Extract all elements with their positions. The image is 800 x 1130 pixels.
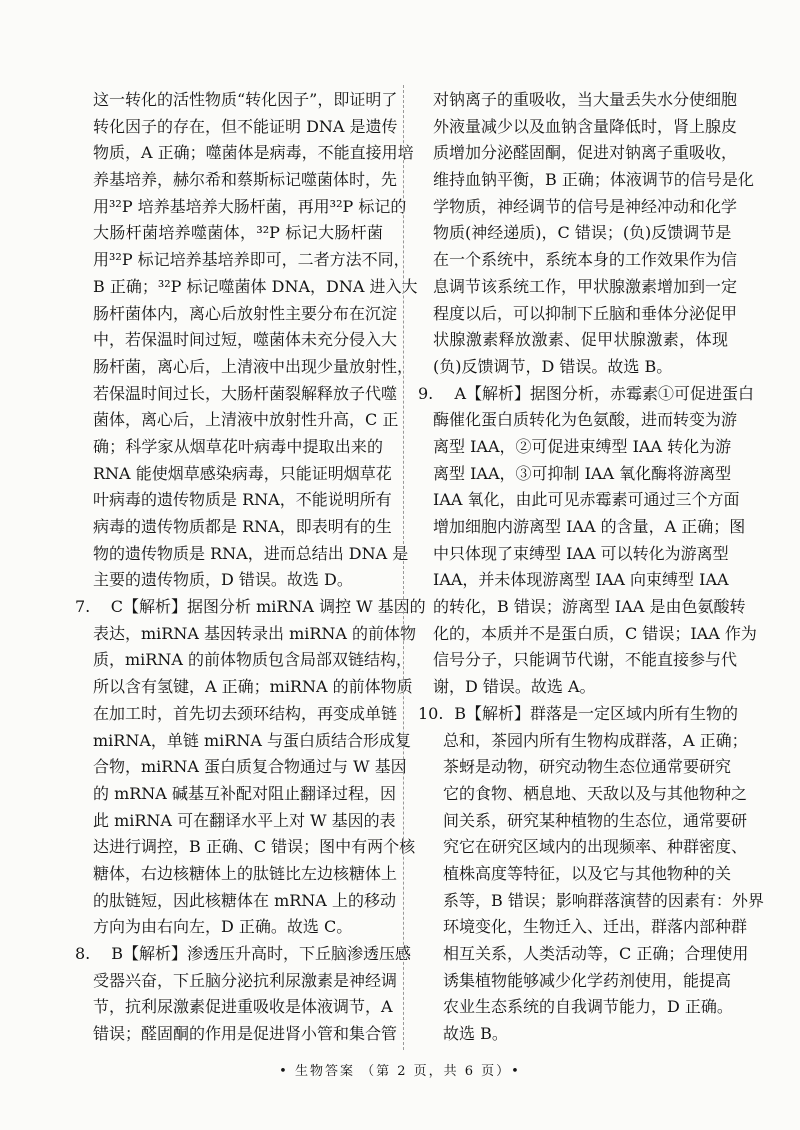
text-line: 在加工时，首先切去颈环结构，再变成单链 xyxy=(93,703,398,723)
text-line: 主要的遗传物质，D 错误。故选 D。 xyxy=(93,570,353,590)
text-line: 植株高度等特征，以及它与其他物种的关 xyxy=(443,863,732,883)
answer-item xyxy=(75,941,412,1048)
text-line: 中，若保温时间过短，噬菌体未充分侵入大 xyxy=(93,330,398,350)
text-line: 增加细胞内游离型 IAA 的含量，A 正确；图 xyxy=(433,517,746,536)
text-line: 学物质，神经调节的信号是神经冲动和化学 xyxy=(433,196,738,216)
right-column xyxy=(418,87,764,1048)
text-line: 质增加分泌醛固酮，促进对钠离子重吸收， xyxy=(433,143,738,163)
item-first-line xyxy=(75,941,412,968)
text-line: 用³²P 标记培养基培养即可，二者方法不同， xyxy=(93,250,410,270)
text-line: 化的，本质并不是蛋白质，C 错误；IAA 作为 xyxy=(433,623,757,643)
text-line: 茶蚜是动物，研究动物生态位通常要研究 xyxy=(443,757,732,777)
text-line: 大肠杆菌培养噬菌体，³²P 标记大肠杆菌 xyxy=(93,223,383,243)
text-line: 故选 B。 xyxy=(443,1024,508,1044)
text-line: 肠杆菌体内，离心后放射性主要分布在沉淀 xyxy=(93,303,398,323)
text-line: 间关系，研究某种植物的生态位，通常要研 xyxy=(443,810,748,830)
text-line: 总和，茶园内所有生物构成群落，A 正确； xyxy=(443,730,748,750)
text-line: 系等，B 错误；影响群落演替的因素有：外界 xyxy=(443,890,764,910)
text-line: 所以含有氢键，A 正确；miRNA 的前体物质 xyxy=(93,677,413,697)
answer-continuation xyxy=(75,87,418,594)
text-line: 物的遗传物质是 RNA，进而总结出 DNA 是 xyxy=(93,543,409,563)
text-line: 中只体现了束缚型 IAA 可以转化为游离型 xyxy=(433,543,729,563)
text-line: 对钠离子的重吸收，当大量丢失水分使细胞 xyxy=(433,90,738,109)
text-line: 维持血钠平衡，B 正确；体液调节的信号是化 xyxy=(433,170,754,190)
column-divider xyxy=(403,85,404,1050)
answer-continuation xyxy=(418,87,754,381)
item-text: 【解析】据图分析 miRNA 调控 W 基因的 xyxy=(123,597,426,617)
text-line: 肠杆菌，离心后，上清液中出现少量放射性， xyxy=(93,356,414,376)
text-line: 息调节该系统工作，甲状腺激素增加到一定 xyxy=(433,276,738,296)
text-line: 物质(神经递质)，C 错误；(负)反馈调节是 xyxy=(433,223,732,243)
item-first-line xyxy=(418,381,755,408)
text-line: 病毒的遗传物质都是 RNA，即表明有的生 xyxy=(93,517,392,536)
text-line: 的转化，B 错误；游离型 IAA 是由色氨酸转 xyxy=(433,597,746,617)
item-number-answer: 8. B xyxy=(75,944,123,963)
text-line: 环境变化，生物迁入、迁出，群落内部种群 xyxy=(443,917,748,937)
text-line: IAA，并未体现游离型 IAA 向束缚型 IAA xyxy=(433,570,729,590)
text-line: 转化因子的存在，但不能证明 DNA 是遗传 xyxy=(93,116,398,136)
text-line: 谢，D 错误。故选 A。 xyxy=(433,677,596,697)
text-line: 究它在研究区域内的出现频率、种群密度、 xyxy=(443,837,748,857)
text-line: 方向为由右向左，D 正确。故选 C。 xyxy=(93,917,353,937)
text-line: 受器兴奋，下丘脑分泌抗利尿激素是神经调 xyxy=(93,970,398,990)
text-line: 外液量减少以及血钠含量降低时，肾上腺皮 xyxy=(433,116,738,136)
item-number-answer: 9. A xyxy=(418,383,466,403)
item-text: 【解析】渗透压升高时，下丘脑渗透压感 xyxy=(123,944,412,963)
text-line: 酶催化蛋白质转化为色氨酸，进而转变为游 xyxy=(433,410,738,430)
text-line: 质，miRNA 的前体物质包含局部双链结构， xyxy=(93,650,412,670)
left-column xyxy=(75,87,426,1048)
text-line: 物质，A 正确；噬菌体是病毒，不能直接用培 xyxy=(93,143,414,163)
text-line: 的肽链短，因此核糖体在 mRNA 上的移动 xyxy=(93,890,396,910)
text-line: 在一个系统中，系统本身的工作效果作为信 xyxy=(433,250,738,270)
text-line: 糖体，右边核糖体上的肽链比左边核糖体上 xyxy=(93,863,398,883)
item-text: 【解析】群落是一定区域内所有生物的 xyxy=(466,703,739,723)
text-line: 状腺激素释放激素、促甲状腺激素，体现 xyxy=(433,330,728,350)
text-line: 用³²P 培养基培养大肠杆菌，再用³²P 标记的 xyxy=(93,196,407,216)
text-line: 它的食物、栖息地、天敌以及与其他物种之 xyxy=(443,783,748,803)
text-line: 程度以后，可以抑制下丘脑和垂体分泌促甲 xyxy=(433,303,738,323)
text-line: B 正确；³²P 标记噬菌体 DNA，DNA 进入大 xyxy=(93,276,418,296)
text-line: 养基培养，赫尔希和蔡斯标记噬菌体时，先 xyxy=(93,170,398,190)
text-line: 合物，miRNA 蛋白质复合物通过与 W 基因 xyxy=(93,757,407,777)
text-line: 离型 IAA，③可抑制 IAA 氧化酶将游离型 xyxy=(433,463,732,483)
page-footer: • 生物答案 （第 2 页，共 6 页）• xyxy=(279,1064,521,1079)
item-first-line xyxy=(418,701,739,728)
text-line: 达进行调控，B 正确、C 错误；图中有两个核 xyxy=(93,837,416,857)
text-line: 此 miRNA 可在翻译水平上对 W 基因的表 xyxy=(93,810,396,830)
text-line: 若保温时间过长，大肠杆菌裂解释放子代噬 xyxy=(93,383,398,403)
text-line: 诱集植物能够减少化学药剂使用，能提高 xyxy=(443,970,732,990)
text-line: 相互关系，人类活动等，C 正确；合理使用 xyxy=(443,944,749,963)
text-line: 错误；醛固酮的作用是促进肾小管和集合管 xyxy=(93,1024,398,1044)
text-line: 表达，miRNA 基因转录出 miRNA 的前体物 xyxy=(93,623,417,643)
text-line: 信号分子，只能调节代谢，不能直接参与代 xyxy=(433,650,738,670)
text-line: IAA 氧化，由此可见赤霉素可通过三个方面 xyxy=(433,490,740,510)
item-number-answer: 10. B xyxy=(418,703,466,723)
answer-item xyxy=(418,701,764,1048)
text-line: 叶病毒的遗传物质是 RNA，不能说明所有 xyxy=(93,490,392,510)
text-line: 确；科学家从烟草花叶病毒中提取出来的 xyxy=(93,436,383,456)
text-line: 菌体，离心后，上清液中放射性升高，C 正 xyxy=(93,410,399,430)
text-line: (负)反馈调节，D 错误。故选 B。 xyxy=(433,356,673,376)
text-line: 的 mRNA 碱基互补配对阻止翻译过程，因 xyxy=(93,783,396,803)
item-text: 【解析】据图分析，赤霉素①可促进蛋白 xyxy=(466,383,755,403)
answer-item xyxy=(75,594,426,941)
text-line: 节，抗利尿激素促进重吸收是体液调节，A xyxy=(93,997,393,1017)
text-line: 这一转化的活性物质“转化因子”，即证明了 xyxy=(93,90,398,109)
text-line: RNA 能使烟草感染病毒，只能证明烟草花 xyxy=(93,463,392,483)
text-line: 农业生态系统的自我调节能力，D 正确。 xyxy=(443,997,733,1017)
answer-item xyxy=(418,381,757,701)
item-first-line xyxy=(75,594,426,621)
text-line: 离型 IAA，②可促进束缚型 IAA 转化为游 xyxy=(433,436,732,456)
item-number-answer: 7. C xyxy=(75,597,123,617)
text-line: miRNA，单链 miRNA 与蛋白质结合形成复 xyxy=(93,730,411,750)
